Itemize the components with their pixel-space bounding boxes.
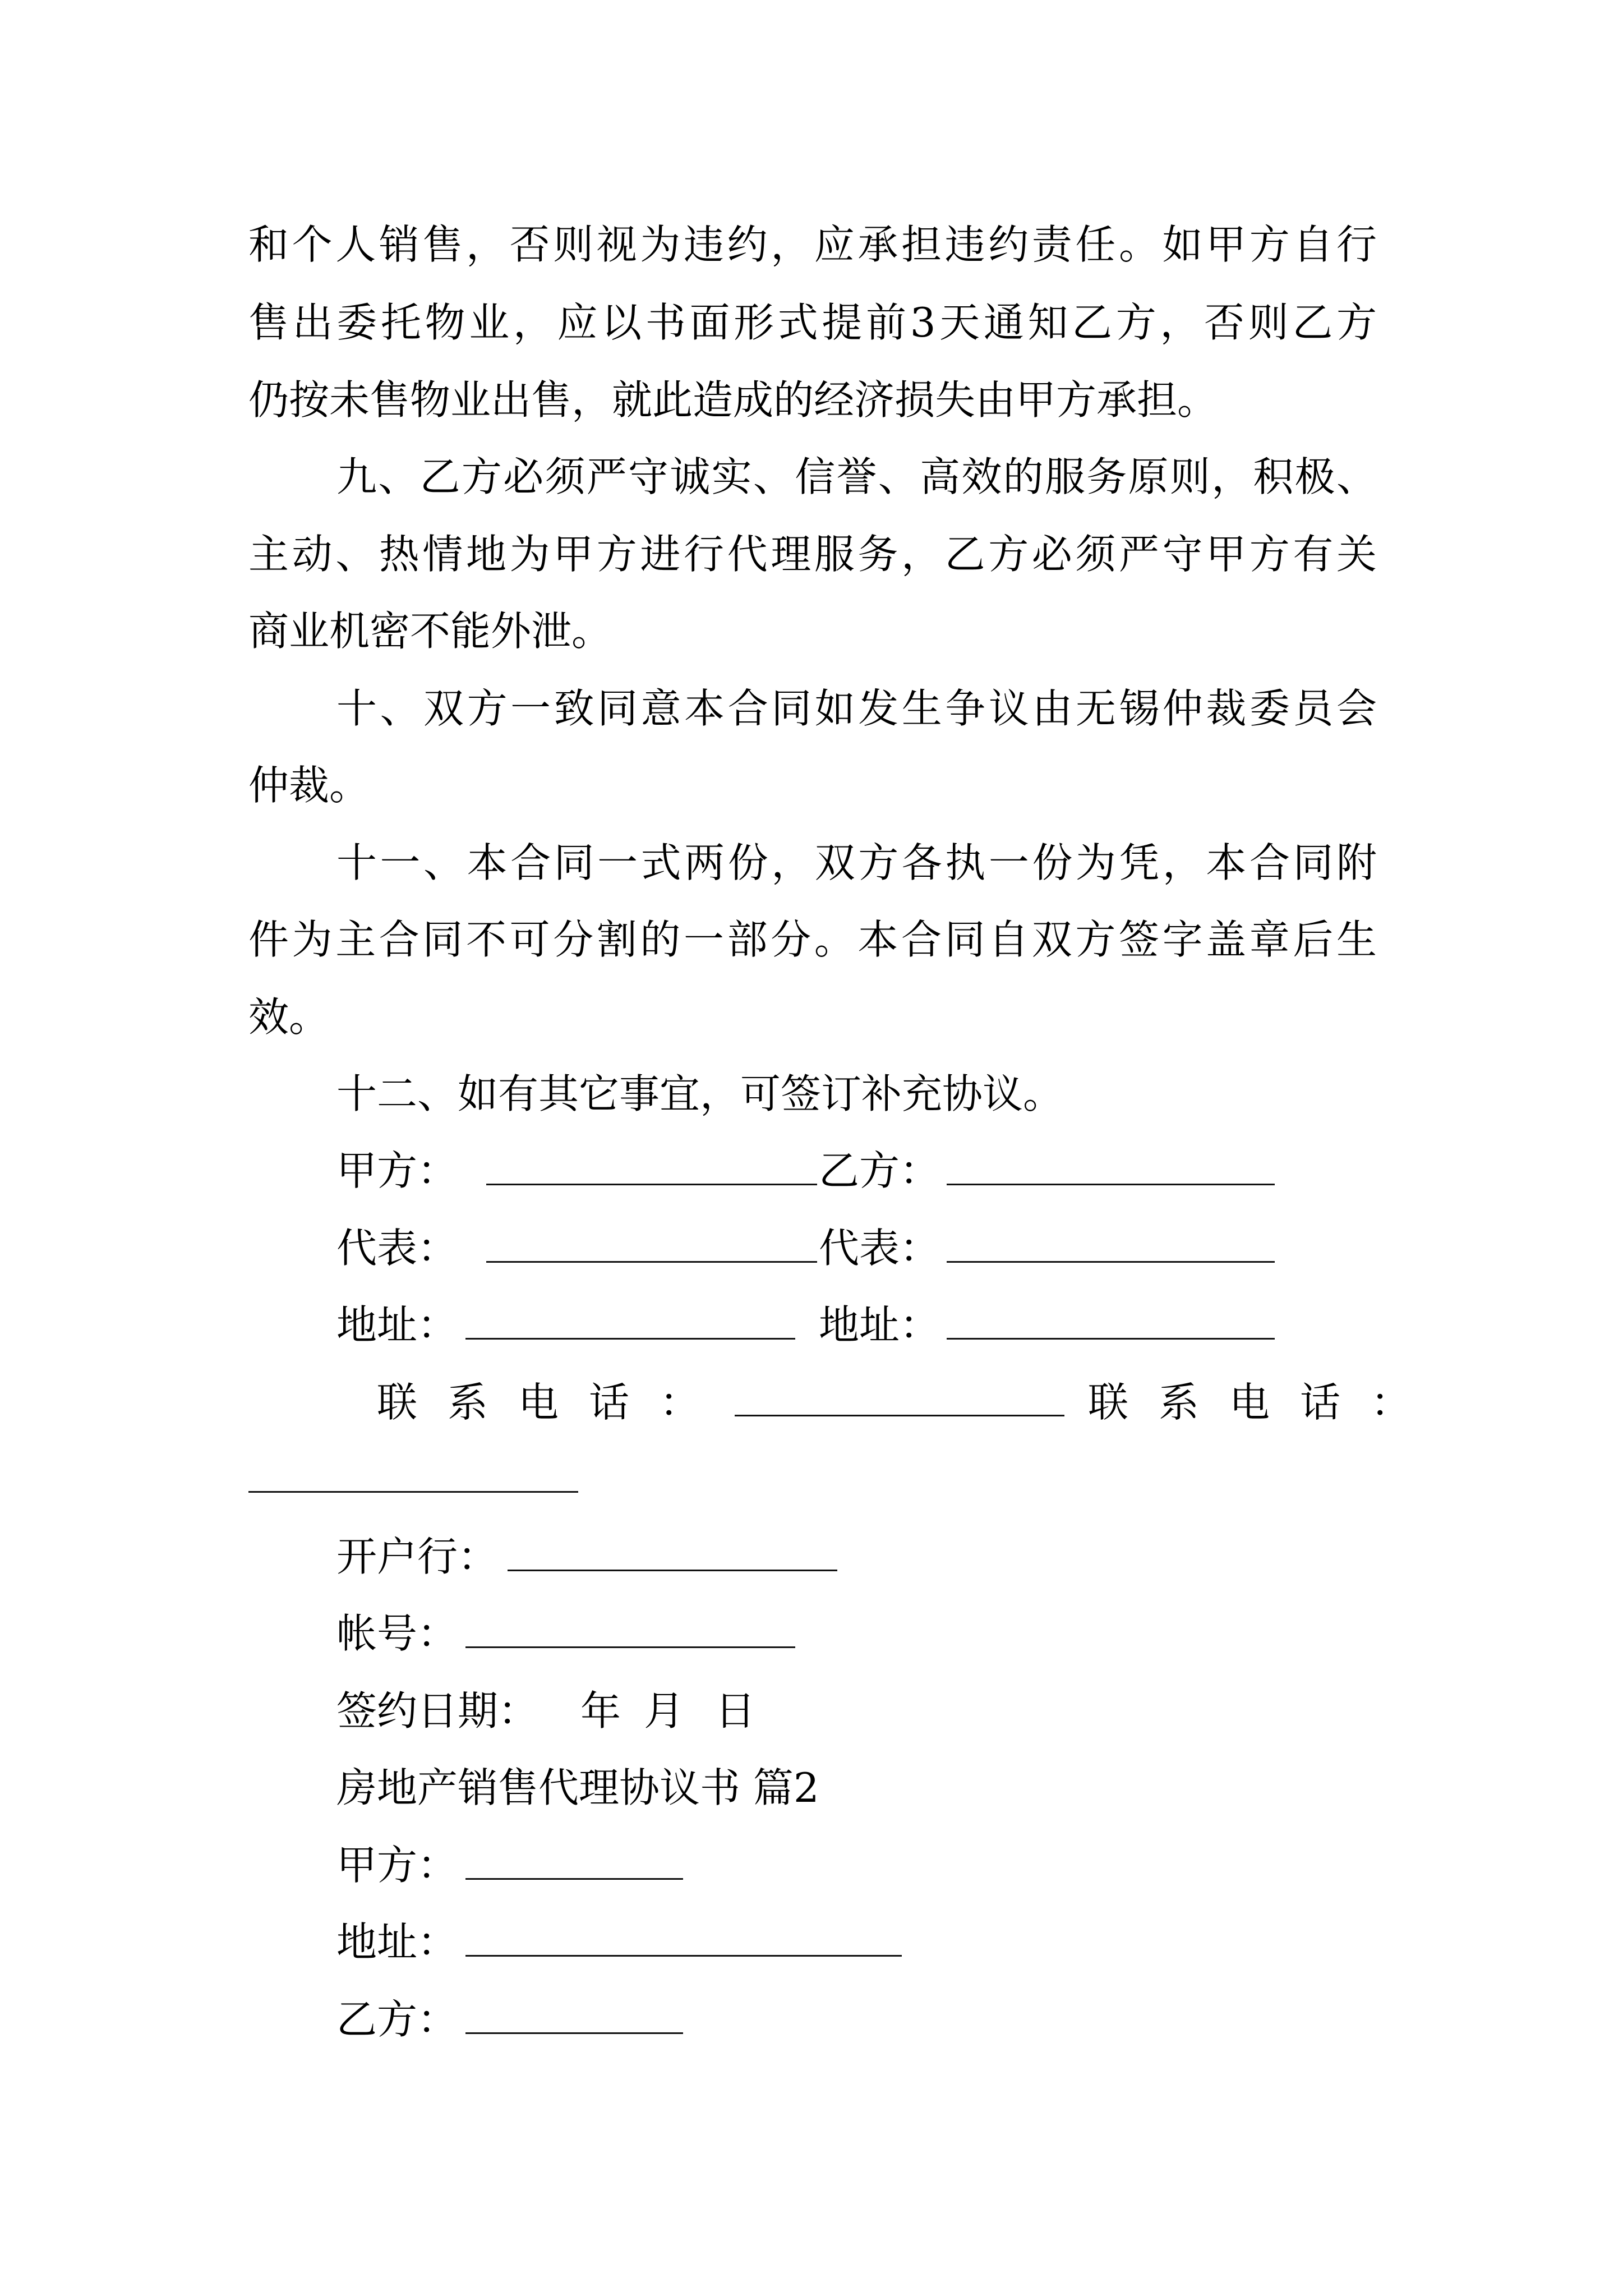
addr-b-label: 地址：: [819, 1301, 940, 1349]
phone-a-label: 联系电话：: [377, 1379, 731, 1426]
paragraph-9-line-2: 主动、热情地为甲方进行代理服务，乙方必须严守甲方有关: [248, 531, 1377, 578]
date-day: 日: [715, 1687, 756, 1734]
bank-blank[interactable]: [508, 1570, 837, 1571]
next-party-b-label: 乙方：: [336, 1996, 458, 2043]
phone-a-blank[interactable]: [735, 1415, 1064, 1416]
rep-b-label: 代表：: [819, 1225, 940, 1272]
rep-b-blank[interactable]: [947, 1261, 1275, 1263]
paragraph-11-line-1: 十一、本合同一式两份，双方各执一份为凭，本合同附: [336, 839, 1377, 886]
party-a-label: 甲方：: [336, 1147, 458, 1194]
next-party-a-label: 甲方：: [336, 1842, 458, 1889]
paragraph-12-line-1: 十二、如有其它事宜，可签订补充协议。: [336, 1070, 1064, 1117]
party-a-blank[interactable]: [486, 1184, 817, 1185]
paragraph-9-line-3: 商业机密不能外泄。: [248, 608, 612, 655]
date-month: 月: [644, 1687, 685, 1734]
paragraph-8-line-2: 售出委托物业，应以书面形式提前3天通知乙方，否则乙方: [248, 299, 1377, 346]
section-title: 房地产销售代理协议书 篇2: [336, 1764, 819, 1811]
next-party-a-blank[interactable]: [465, 1878, 683, 1880]
date-label: 签约日期：: [336, 1687, 539, 1734]
paragraph-11-line-3: 效。: [248, 993, 330, 1041]
addr-a-label: 地址：: [336, 1301, 458, 1349]
paragraph-8-line-3: 仍按未售物业出售，就此造成的经济损失由甲方承担。: [248, 376, 1218, 424]
paragraph-10-line-1: 十、双方一致同意本合同如发生争议由无锡仲裁委员会: [336, 685, 1377, 732]
party-b-label: 乙方：: [819, 1147, 940, 1194]
paragraph-8-line-1: 和个人销售，否则视为违约，应承担违约责任。如甲方自行: [248, 221, 1377, 268]
account-blank[interactable]: [465, 1646, 795, 1648]
paragraph-9-line-1: 九、乙方必须严守诚实、信誉、高效的服务原则，积极、: [336, 453, 1377, 500]
phone-b-blank[interactable]: [248, 1491, 578, 1493]
account-label: 帐号：: [336, 1610, 458, 1657]
date-year: 年: [580, 1687, 621, 1734]
addr-b-blank[interactable]: [947, 1338, 1275, 1340]
next-address-blank[interactable]: [465, 1955, 902, 1957]
paragraph-10-line-2: 仲裁。: [248, 762, 370, 809]
bank-label: 开户行：: [336, 1533, 499, 1580]
rep-a-blank[interactable]: [486, 1261, 817, 1263]
next-address-label: 地址：: [336, 1918, 458, 1966]
paragraph-11-line-2: 件为主合同不可分割的一部分。本合同自双方签字盖章后生: [248, 916, 1377, 963]
addr-a-blank[interactable]: [465, 1338, 795, 1340]
next-party-b-blank[interactable]: [465, 2032, 683, 2034]
phone-b-label: 联系电话：: [1088, 1379, 1442, 1426]
party-b-blank[interactable]: [947, 1184, 1275, 1185]
rep-a-label: 代表：: [336, 1225, 458, 1272]
